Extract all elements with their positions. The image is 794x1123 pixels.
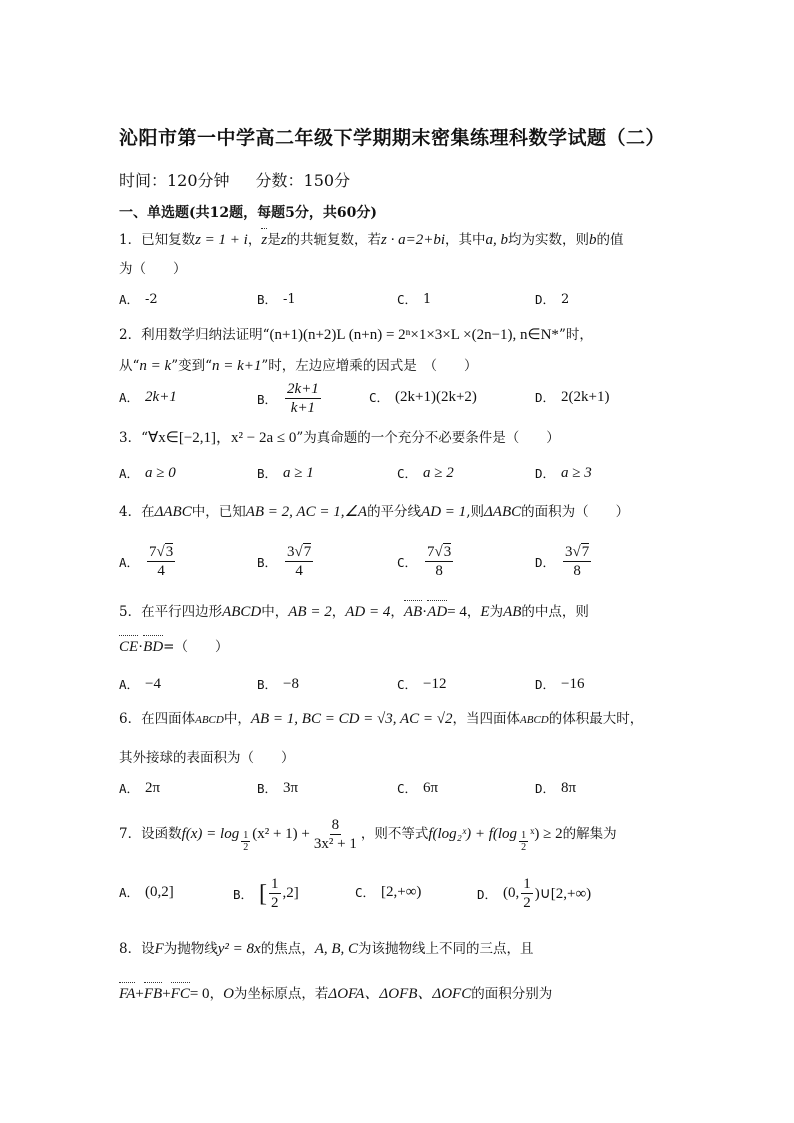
q8-line1: 8．设F为抛物线y² = 8x的焦点，A, B, C为该抛物线上不同的三点，且	[119, 941, 534, 957]
q4-option-a: A． $\frac{7√3}{4}$	[119, 544, 174, 579]
q3-option-c: C． a ≥ 2	[397, 464, 454, 481]
q7-option-b: B． [ $\frac{1}{2}$ ,2]	[233, 876, 299, 911]
q2-option-b: B． $\frac{2k+1}{k+1}$	[257, 381, 319, 416]
q5-option-d: D． −16	[535, 675, 585, 692]
q7-option-a: A． (0,2]	[119, 883, 174, 900]
q8-line2: FA+FB+FC= 0，O为坐标原点，若ΔOFA、ΔOFB、ΔOFC的面积分别为	[119, 986, 553, 1002]
q7-line1: 7．设函数 f(x) = log $\frac{1}{2}$ (x² + 1) + $\frac{8}{\text{3x² + 1}}$ ，则不等式 f(log₂ˣ) + f(log $\frac{1}{2}$ ˣ) ≥ 2 的解集为	[119, 816, 617, 853]
q1-option-c: C． 1	[397, 291, 432, 307]
q1-options	[119, 290, 719, 330]
q3-option-a: A． a ≥ 0	[119, 464, 176, 481]
q4-option-c: C． $\frac{7√3}{8}$	[397, 544, 452, 579]
q3-option-d: D． a ≥ 3	[535, 464, 592, 481]
time-limit: 时间：120分钟	[119, 171, 230, 190]
q4-line1: 4．在ΔABC中，已知AB = 2, AC = 1,∠A的平分线AD = 1,则ΔABC的面积为（ ）	[119, 504, 630, 520]
q2-option-d: D． 2(2k+1)	[535, 388, 610, 405]
section-heading: 一、单选题(共12题，每题5分，共60分)	[119, 205, 377, 221]
q6-option-c: C． 6π	[397, 779, 439, 796]
q1-line1: 1．已知复数z = 1 + i，z是z的共轭复数，若z · a=2+bi，其中a, b均为实数，则b的值	[119, 232, 624, 248]
q2-option-c: C． (2k+1)(2k+2)	[369, 388, 477, 405]
q2-line1: 2．利用数学归纳法证明“(n+1)(n+2)L (n+n) = 2ⁿ×1×3×L ×(2n−1), n∈N*”时，	[119, 327, 593, 343]
q6-line2: 其外接球的表面积为（ ）	[119, 750, 295, 766]
q2-line2: 从“n = k”变到“n = k+1”时，左边应增乘的因式是 （ ）	[119, 358, 478, 374]
total-score: 分数：150分	[255, 171, 351, 190]
q6-option-b: B． 3π	[257, 779, 299, 796]
page-title: 沁阳市第一中学高二年级下学期期末密集练理科数学试题（二）	[119, 127, 666, 149]
q3-option-b: B． a ≥ 1	[257, 464, 314, 481]
q1-line2: 为（ ）	[119, 261, 187, 277]
q5-line2: CE·BD=（ ）	[119, 639, 229, 655]
q4-options	[119, 543, 719, 583]
q4-option-b: B． $\frac{3√7}{4}$	[257, 544, 312, 579]
q6-option-a: A． 2π	[119, 779, 161, 796]
q3-options	[119, 464, 719, 504]
q1-option-a: A． -2	[119, 291, 158, 307]
q7-option-c: C． [2,+∞)	[355, 883, 422, 900]
q1-option-b: B． -1	[257, 291, 296, 307]
q2-options	[119, 380, 719, 420]
q3-line1: 3．“∀x∈[−2,1]，x² − 2a ≤ 0”为真命题的一个充分不必要条件是（ ）	[119, 430, 560, 446]
q6-options	[119, 779, 719, 819]
q7-options	[119, 875, 719, 915]
q7-option-d: D． (0, $\frac{1}{2}$ )∪[2,+∞)	[477, 876, 592, 911]
q5-option-a: A． −4	[119, 675, 161, 692]
q5-line1: 5．在平行四边形ABCD中，AB = 2，AD = 4，AB·AD= 4，E为AB的中点，则	[119, 604, 589, 620]
q5-option-c: C． −12	[397, 675, 447, 692]
q1-option-d: D． 2	[535, 291, 570, 307]
q6-option-d: D． 8π	[535, 779, 577, 796]
exam-meta	[119, 168, 350, 191]
q6-line1: 6．在四面体ABCD中，AB = 1, BC = CD = √3, AC = √2，当四面体ABCD的体积最大时，	[119, 711, 644, 727]
q2-option-a: A． 2k+1	[119, 388, 177, 405]
q4-option-d: D． $\frac{3√7}{8}$	[535, 544, 590, 579]
q5-option-b: B． −8	[257, 675, 299, 692]
